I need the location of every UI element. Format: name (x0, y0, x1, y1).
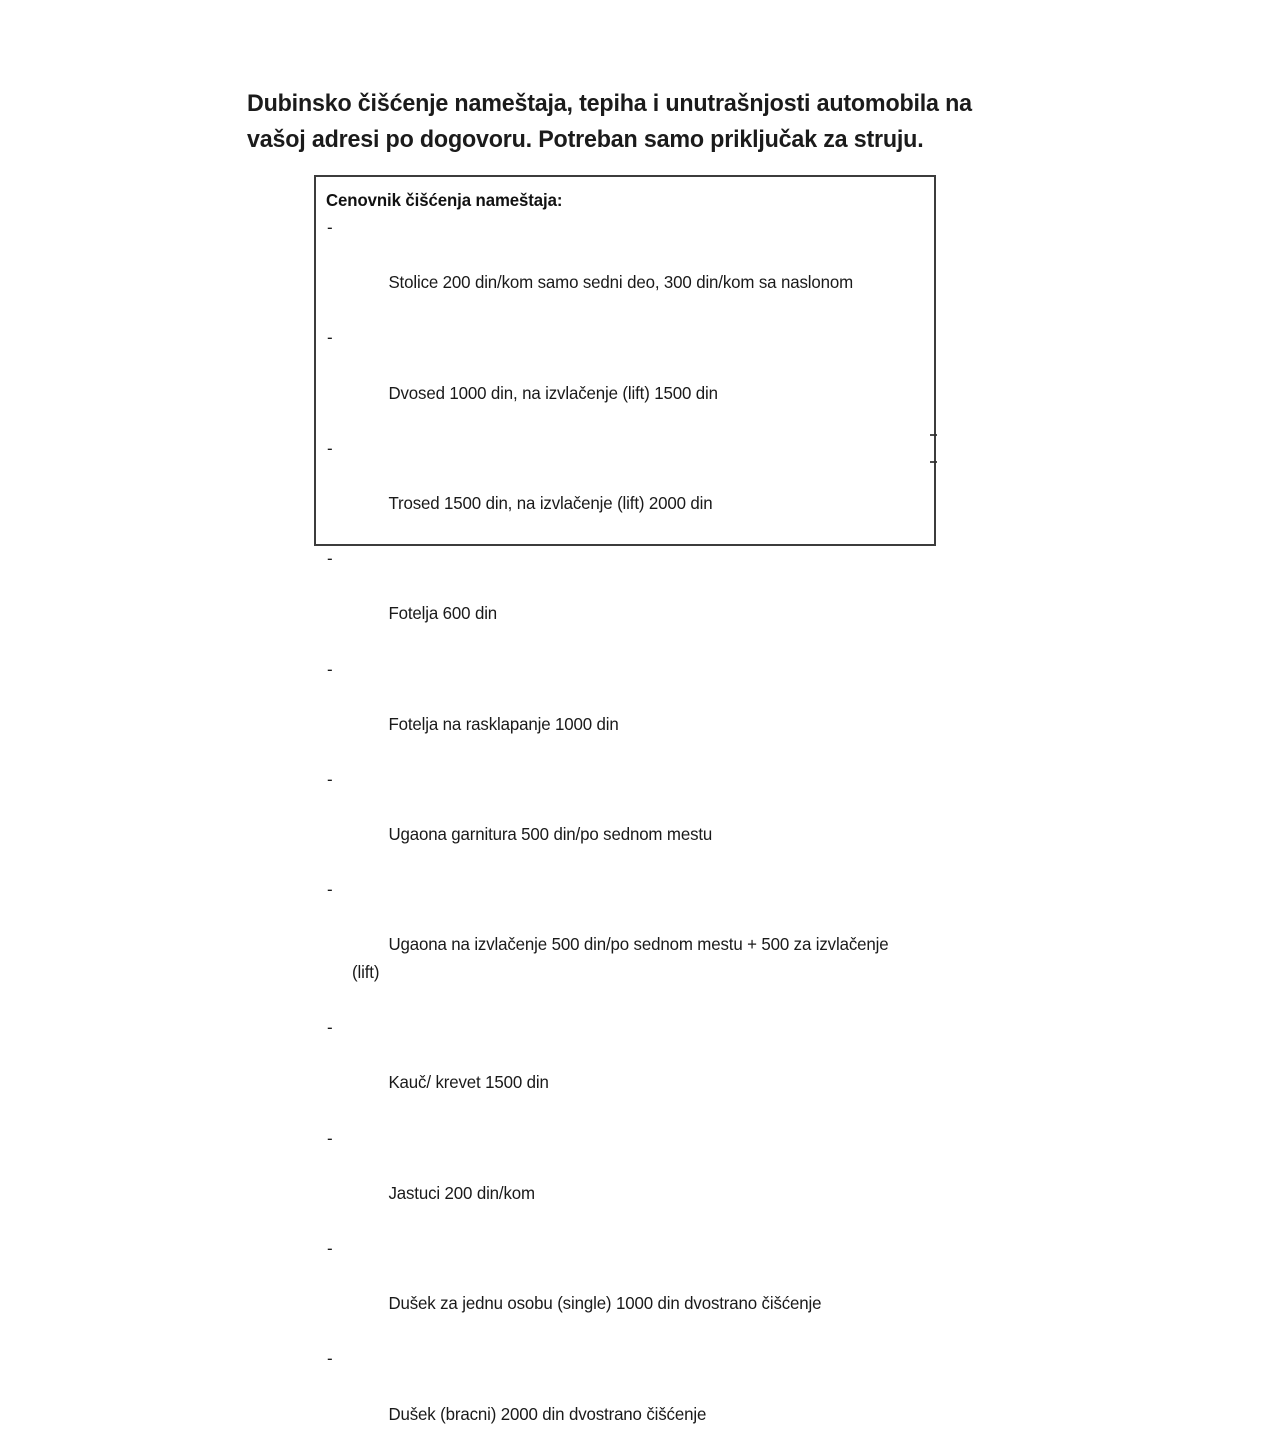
list-item-label: Fotelja 600 din (388, 603, 498, 624)
list-item-label: Trosed 1500 din, na izvlačenje (lift) 2000 din (388, 492, 713, 513)
scan-artifact-mark (930, 434, 937, 436)
bullet-dash-icon: - (326, 1348, 333, 1369)
bullet-dash-icon: - (326, 1127, 333, 1148)
scan-artifact-mark (930, 461, 937, 463)
bullet-dash-icon: - (326, 1017, 333, 1038)
list-item (326, 545, 901, 655)
bullet-dash-icon: - (326, 548, 333, 569)
list-item-label: Kauč/ krevet 1500 din (388, 1072, 549, 1093)
bullet-dash-icon: - (326, 658, 333, 679)
bullet-dash-icon: - (326, 327, 333, 348)
list-item-label: Dušek za jednu osobu (single) 1000 din dvostrano čišćenje (388, 1293, 822, 1314)
list-item (326, 324, 901, 434)
list-item (326, 656, 901, 766)
list-item-label: Ugaona garnitura 500 din/po sednom mestu (388, 824, 713, 845)
price-list-box (314, 175, 936, 1424)
bullet-dash-icon: - (326, 1237, 333, 1258)
list-item-label: Stolice 200 din/kom samo sedni deo, 300 din/kom sa naslonom (388, 272, 854, 293)
list-item (326, 1345, 901, 1440)
list-item (326, 1235, 901, 1345)
list-item (326, 214, 901, 324)
bullet-dash-icon: - (326, 217, 333, 237)
bullet-dash-icon: - (326, 768, 333, 789)
list-item-label: Ugaona na izvlačenje 500 din/po sednom mestu + 500 za izvlačenje (lift) (352, 934, 894, 983)
headline-text: Dubinsko čišćenje nameštaja, tepiha i unutrašnjosti automobila na vašoj adresi po dogovoru. Potreban samo priključak za struju. (247, 90, 979, 153)
list-item-label: Jastuci 200 din/kom (388, 1182, 535, 1203)
list-item (326, 766, 901, 876)
list-item (326, 876, 901, 1014)
list-item (326, 1014, 901, 1124)
price-list (326, 214, 922, 1440)
list-item-label: Fotelja na rasklapanje 1000 din (388, 713, 619, 734)
price-list-box-content (316, 177, 934, 1440)
list-item-label: Dušek (bracni) 2000 din dvostrano čišćenje (388, 1403, 707, 1424)
list-item (326, 1125, 901, 1235)
bullet-dash-icon: - (326, 879, 333, 900)
price-list-title: Cenovnik čišćenja nameštaja: (326, 190, 563, 210)
list-item (326, 435, 901, 545)
list-item-label: Dvosed 1000 din, na izvlačenje (lift) 1500 din (388, 382, 718, 403)
bullet-dash-icon: - (326, 437, 333, 458)
